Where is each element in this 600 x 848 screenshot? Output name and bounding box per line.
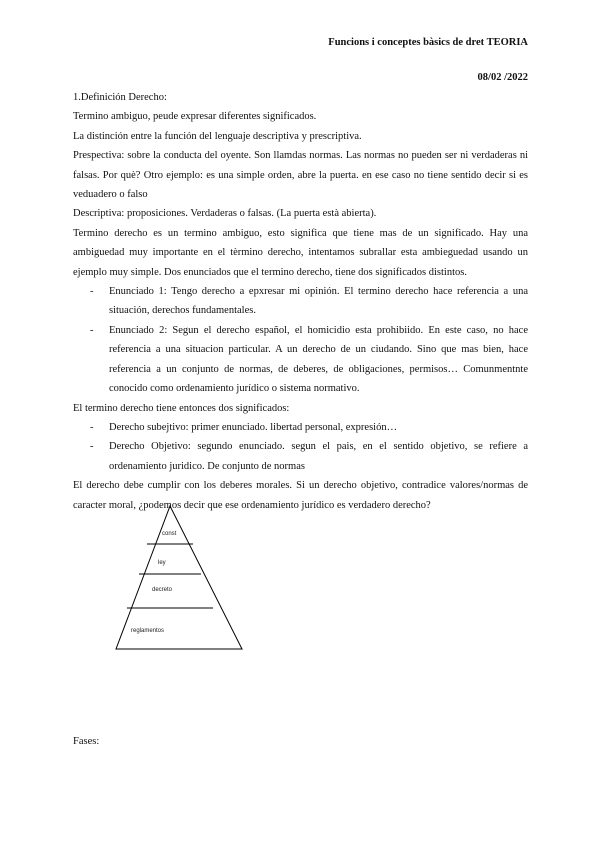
list-item-text: Derecho subejtivo: primer enunciado. libertad personal, expresión… (109, 421, 398, 433)
list-item (73, 437, 528, 476)
paragraph: Prespectiva: sobre la conducta del oyente. Son llamdas normas. Las normas no pueden ser ni verdaderas ni falsas. Por què? Otro ejemplo: es una simple orden, abre la puerta. en ese caso no tiene sentido decir si es veduadero o falso (73, 150, 528, 201)
bullet-dash: - (90, 441, 94, 453)
pyramid-level-label: reglamentos (131, 628, 165, 634)
paragraph: La distinción entre la función del lenguaje descriptiva y prescriptiva. (73, 130, 362, 142)
list-item-text: Enunciado 2: Segun el derecho español, el homicidio esta prohibiido. En este caso, no hace referencia a una situacion particular. A un derecho de un ciudando. Sino que mas bien, hace referencia a un conjunto de normas, de deberes, de obligaciones, permisos… Comunmentnte conocido como ordenamiento jurídico o sistema normativo. (109, 324, 528, 395)
fases-label: Fases: (73, 736, 100, 747)
paragraph: El termino derecho tiene entonces dos significados: (73, 402, 290, 414)
paragraph: El derecho debe cumplir con los deberes morales. Si un derecho objetivo, contradice valores/normas de caracter moral, ¿podemos decir que ese ordenamiento jurídico es verdadero derecho? (73, 480, 528, 511)
norm-hierarchy-pyramid (114, 504, 244, 650)
enunciados-list (73, 282, 528, 398)
document-title: Funcions i conceptes bàsics de dret TEORIA (328, 37, 528, 48)
significados-list (73, 418, 528, 476)
bullet-dash: - (90, 286, 94, 298)
bullet-dash: - (90, 421, 94, 433)
document-date: 08/02 /2022 (477, 72, 528, 83)
paragraph: Termino ambiguo, peude expresar diferentes significados. (73, 111, 317, 123)
section-heading: 1.Definición Derecho: (73, 92, 167, 103)
list-item-text: Enunciado 1: Tengo derecho a epxresar mi opinión. El termino derecho hace referencia a una situación, derechos fundamentales. (109, 286, 528, 317)
paragraph: Descriptiva: proposiciones. Verdaderas o falsas. (La puerta està abierta). (73, 208, 377, 220)
list-item-text: Derecho Objetivo: segundo enunciado. segun el pais, en el sentido objetivo, se refiere a ordenamiento juridico. De conjunto de normas (109, 441, 528, 472)
list-item (73, 321, 528, 399)
paragraph: Termino derecho es un termino ambiguo, esto significa que tiene mas de un significado. Hay una ambiguedad muy importante en el tèrmino derecho, intentamos subrallar esta ambieguedad usando un ejemplo muy simple. Dos enunciados que el termino derecho, tiene dos significados distintos. (73, 227, 528, 278)
document-body (73, 88, 528, 515)
list-item (73, 282, 528, 321)
pyramid-level-label: const (162, 531, 177, 537)
bullet-dash: - (90, 324, 94, 336)
list-item (73, 418, 528, 437)
pyramid-level-label: ley (158, 560, 166, 566)
pyramid-level-label: decreto (152, 587, 173, 593)
